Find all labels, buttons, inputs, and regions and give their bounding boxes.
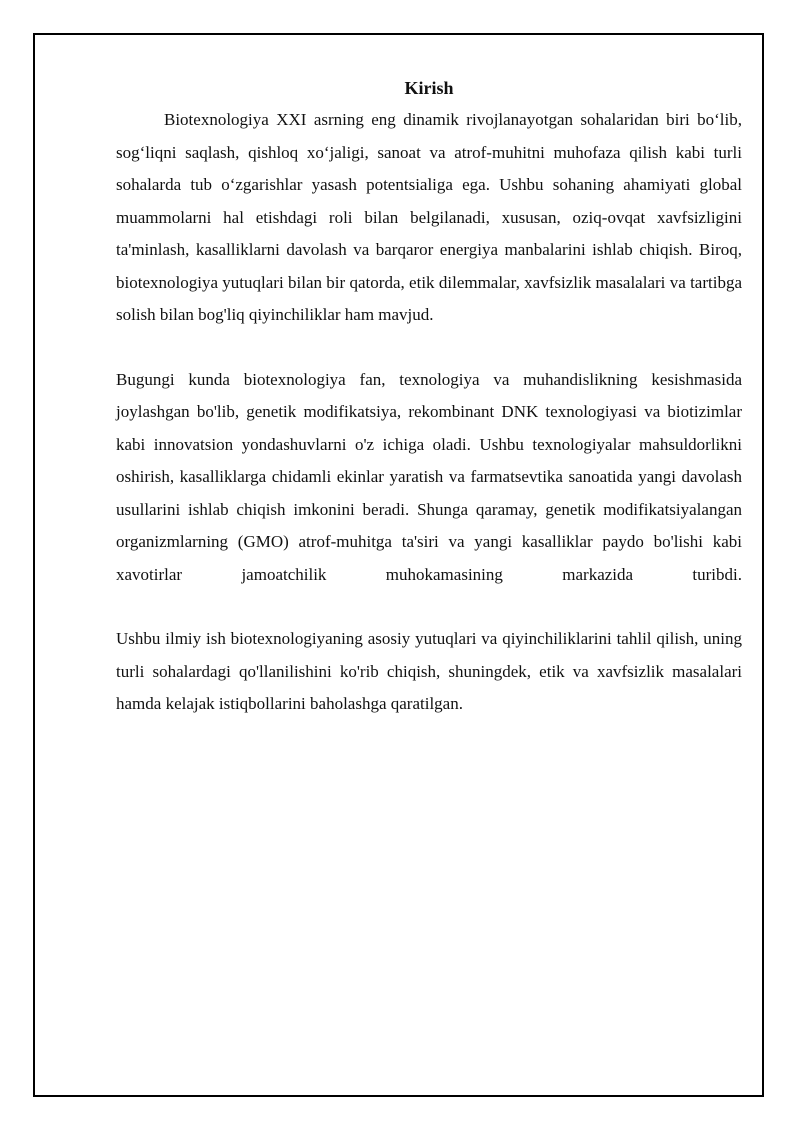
paragraph-intro: Biotexnologiya XXI asrning eng dinamik rivojlanayotgan sohalaridan biri bo‘lib, sog‘liqni saqlash, qishloq xo‘jaligi, sanoat va atrof-muhitni muhofaza qilish kabi turli sohalarda tub o‘zgarishlar yasash potentsialiga ega. Ushbu sohaning ahamiyati global muammolarni hal etishdagi roli bilan belgilanadi, xususan, oziq-ovqat xavfsizligini ta'minlash, kasalliklarni davolash va barqaror energiya manbalarini ishlab chiqish. Biroq, biotexnologiya yutuqlari bilan bir qatorda, etik dilemmalar, xavfsizlik masalalari va tartibga solish bilan bog'liq qiyinchiliklar ham mavjud. <box>116 110 742 324</box>
document-body <box>116 72 742 721</box>
paragraph-overview: Bugungi kunda biotexnologiya fan, texnologiya va muhandislikning kesishmasida joylashgan bo'lib, genetik modifikatsiya, rekombinant DNK texnologiyasi va biotizimlar kabi innovatsion yondashuvlarni o'z ichiga oladi. Ushbu texnologiyalar mahsuldorlikni oshirish, kasalliklarga chidamli ekinlar yaratish va farmatsevtika sanoatida yangi davolash usullarini ishlab chiqish imkonini beradi. Shunga qaramay, genetik modifikatsiyalangan organizmlarning (GMO) atrof-muhitga ta'siri va yangi kasalliklar paydo bo'lishi kabi xavotirlar jamoatchilik muhokamasining markazida turibdi. <box>116 369 742 584</box>
paragraph-purpose: Ushbu ilmiy ish biotexnologiyaning asosiy yutuqlari va qiyinchiliklarini tahlil qilish, uning turli sohalardagi qo'llanilishini ko'rib chiqish, shuningdek, etik va xavfsizlik masalalari hamda kelajak istiqbollarini baholashga qaratilgan. <box>116 629 742 713</box>
paragraph-gap <box>116 591 742 623</box>
paragraph-gap <box>116 332 742 364</box>
document-title: Kirish <box>404 78 454 98</box>
